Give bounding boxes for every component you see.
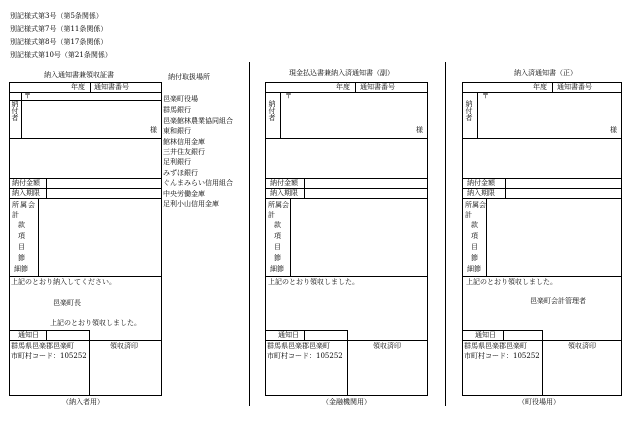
agency-2: 群馬銀行 (163, 106, 191, 114)
form3-tsuchisho-bango: 通知書番号 (557, 83, 592, 91)
form3-shozoku: 所属会計 (465, 201, 486, 219)
form2-moku: 目 (274, 243, 281, 251)
form1-kan: 款 (18, 221, 25, 229)
form1-nofu-kingaku: 納付金額 (12, 179, 40, 187)
form1-tsuchisho-bango: 通知書番号 (94, 83, 129, 91)
form1-footer: （納入者用） (62, 398, 104, 406)
form1-city-code: 市町村コード：105252 (11, 352, 87, 360)
form2-notice: 上記のとおり領収しました。 (268, 278, 359, 286)
form2-ryoshu-zumi-in: 領収済印 (373, 342, 401, 350)
form3-city-code: 市町村コード：105252 (464, 352, 540, 360)
form1-postal: 〒 (24, 92, 31, 100)
agency-3: 邑楽館林農業協同組合 (163, 117, 233, 125)
form-number-line-2: 別記様式第7号（第11条関係） (10, 25, 108, 33)
form3-ryoshu-zumi-in: 領収済印 (568, 342, 596, 350)
form3-address: 群馬県邑楽郡邑楽町 (464, 342, 527, 350)
form2-sama: 様 (416, 126, 423, 134)
form3-nyunyu-kigen: 納入期限 (467, 189, 495, 197)
form2-postal: 〒 (285, 92, 292, 100)
form2-title: 現金払込書兼納入済通知書（副） (289, 69, 394, 77)
form2-city-code: 市町村コード：105252 (267, 352, 343, 360)
form1-nyunyu-kigen: 納入期限 (12, 189, 40, 197)
form1-saisetsu: 細節 (14, 265, 28, 273)
form1-sama: 様 (150, 126, 157, 134)
form3-notice: 上記のとおり領収しました。 (466, 278, 557, 286)
agency-7: 足利銀行 (163, 158, 191, 166)
form2-tsuchibi: 通知日 (278, 331, 299, 339)
form3-nofu-kingaku: 納付金額 (467, 179, 495, 187)
form2-saisetsu: 細節 (270, 265, 284, 273)
form3-title: 納入済通知書（正） (514, 69, 577, 77)
form1-title: 納入通知書兼領収証書 (44, 71, 114, 79)
form1-nendo: 年度 (71, 83, 85, 91)
form-number-line-1: 別記様式第3号（第5条関係） (10, 12, 103, 20)
agency-9: ぐんまみらい信用組合 (163, 179, 233, 187)
form3-kan: 款 (471, 221, 478, 229)
section-divider-2 (445, 62, 446, 406)
agency-11: 足利小山信用金庫 (163, 200, 219, 208)
agency-5: 館林信用金庫 (163, 138, 205, 146)
form3-setsu: 節 (471, 254, 478, 262)
section-divider-1 (249, 62, 250, 406)
form-number-line-4: 別記様式第10号（第21条関係） (10, 51, 112, 59)
form2-footer: （金融機関用） (322, 398, 371, 406)
form3-sama: 様 (610, 126, 617, 134)
agency-6: 三井住友銀行 (163, 148, 205, 156)
form2-nofu-kingaku: 納付金額 (270, 179, 298, 187)
form1-notice1: 上記のとおり納入してください。 (11, 278, 116, 286)
form-number-line-3: 別記様式第8号（第17条関係） (10, 38, 108, 46)
form1-address: 群馬県邑楽郡邑楽町 (11, 342, 74, 350)
form2-shozoku: 所属会計 (268, 201, 289, 219)
form3-saisetsu: 細節 (467, 265, 481, 273)
form3-nendo: 年度 (533, 83, 547, 91)
form2-ko: 項 (274, 232, 281, 240)
form1-nofusha: 納付者 (11, 100, 19, 121)
agencies-title: 納付取扱場所 (168, 73, 210, 81)
agency-4: 東和銀行 (163, 127, 191, 135)
form3-nofusha: 納付者 (465, 100, 473, 121)
form2-nofusha: 納付者 (268, 100, 276, 121)
form2-tsuchisho-bango: 通知書番号 (360, 83, 395, 91)
form3-ko: 項 (471, 232, 478, 240)
form1-tsuchibi: 通知日 (18, 331, 39, 339)
form3-treasurer: 邑楽町会計管理者 (530, 297, 586, 305)
form2-setsu: 節 (274, 254, 281, 262)
form1-setsu: 節 (18, 254, 25, 262)
agency-1: 邑楽町役場 (163, 95, 198, 103)
form2-kan: 款 (274, 221, 281, 229)
form1-notice2: 上記のとおり領収しました。 (50, 319, 141, 327)
form3-postal: 〒 (482, 92, 489, 100)
form3-tsuchibi: 通知日 (475, 331, 496, 339)
agency-10: 中央労働金庫 (163, 190, 205, 198)
form2-nendo: 年度 (336, 83, 350, 91)
form1-moku: 目 (18, 243, 25, 251)
form1-mayor: 邑楽町長 (53, 299, 81, 307)
form1-ko: 項 (18, 232, 25, 240)
form2-address: 群馬県邑楽郡邑楽町 (267, 342, 330, 350)
form1-shozoku: 所属会計 (12, 201, 36, 219)
form2-nyunyu-kigen: 納入期限 (270, 189, 298, 197)
form3-footer: （町役場用） (518, 398, 560, 406)
form1-ryoshu-zumi-in: 領収済印 (110, 342, 138, 350)
form3-moku: 目 (471, 243, 478, 251)
agency-8: みずほ銀行 (163, 169, 198, 177)
